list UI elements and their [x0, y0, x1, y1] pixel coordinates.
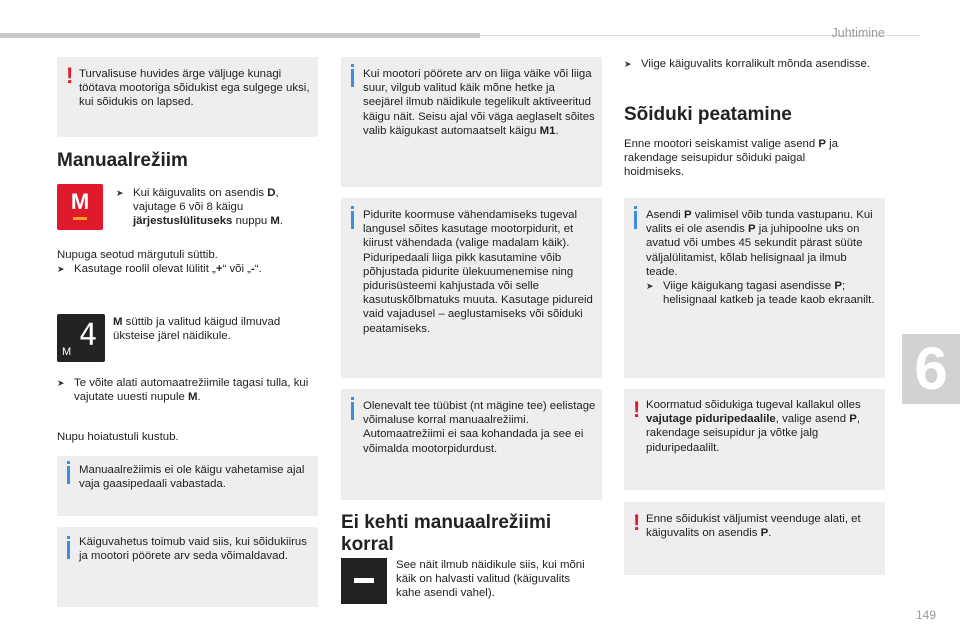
chapter-title: Juhtimine [831, 26, 885, 40]
info-icon [351, 211, 354, 229]
section-title-manual: Manuaalrežiim [57, 150, 188, 171]
warning-box-slope [624, 389, 885, 490]
section-title-not-manual: Ei kehti manuaalrežiimi korral [341, 512, 552, 555]
bullet-return-auto: ➤ Te võite alati automaatrežiimile tagasi tulla, kui vajutate uuesti nupule M. [57, 377, 309, 404]
bullet-return-park: ➤ Viige käigukang tagasi asendisse P; helisignaal katkeb ja teade kaob ekraanilt. [646, 280, 875, 307]
paragraph-led: Nupuga seotud märgutuli süttib. ➤ Kasutage roolil olevat lülitit „+“ või „-“. [57, 248, 317, 276]
info-icon [634, 211, 637, 229]
warning-box-children [57, 57, 318, 137]
chapter-tab-number: 6 [914, 335, 948, 402]
m-button-letter: M [70, 189, 90, 214]
info-box-brakes [341, 198, 602, 378]
warning-icon: ! [633, 397, 641, 422]
info-text: Olenevalt tee tüübist (nt mägine tee) eelistage võimaluse korral manuaalrežiimi. Automaatrežiimi ei saa kohandada ja see ei võimalda mootorpidurdust. [363, 400, 596, 455]
info-box-park [624, 198, 885, 378]
warning-box-exit [624, 502, 885, 575]
warning-text: Koormatud sõidukiga tugeval kallakul olles vajutage piduripedaalile, valige asend P, rakendage seisupidur ja võtke jalg piduripedaalilt. [646, 399, 861, 454]
paragraph-led-off: Nupu hoiatustuli kustub. [57, 431, 179, 443]
arrow-icon: ➤ [116, 188, 124, 198]
info-icon [67, 541, 70, 559]
paragraph-stopping: Enne mootori seiskamist valige asend P ja rakendage seisupidur sõiduki paigal hoidmiseks. [624, 138, 839, 179]
info-text: Manuaalrežiimis ei ole käigu vahetamise ajal vaja gaasipedaali vabastada. [79, 464, 305, 491]
bullet-paddles: ➤ Kasutage roolil olevat lülitit „+“ või „-“. [57, 263, 262, 276]
info-text: Pidurite koormuse vähendamiseks tugeval langusel sõites kasutage mootorpidurit, et kiirust vähendada (valige madalam käik). Piduripedaali liiga pikk kasutamine võib põhjustada pidurite ülekuumenemise ning pidurisüsteemi kahjustada või selle kasutuskõlbmatuks muuta. Kasutage pidureid vaid vajadusel – aeglustamiseks või sõiduki peatamiseks. [363, 209, 593, 335]
display-description: M süttib ja valitud käigud ilmuvad üksteise järel näidikule. [113, 316, 281, 343]
arrow-icon: ➤ [57, 264, 65, 275]
arrow-icon: ➤ [57, 378, 65, 388]
warning-icon: ! [66, 63, 74, 88]
info-box-manual [57, 456, 318, 516]
chapter-tab [902, 334, 960, 404]
arrow-icon: ➤ [624, 59, 632, 69]
warning-icon: ! [633, 510, 641, 535]
m-button-icon [57, 184, 103, 230]
info-box-revs [341, 57, 602, 187]
display-gear-digit: 4 [78, 318, 97, 353]
m-button-led [73, 217, 87, 220]
arrow-icon: ➤ [646, 281, 654, 292]
dash-display-icon [341, 558, 387, 604]
info-icon [351, 69, 354, 87]
info-box-shift [57, 527, 318, 607]
info-box-terrain [341, 389, 602, 500]
dash-bar [354, 578, 374, 583]
bullet-m-activation: ➤ Kui käiguvalits on asendis D, vajutage 6 või 8 käigu järjestuslülituseks nuppu M. [116, 187, 284, 228]
info-icon [351, 402, 354, 420]
section-title-stopping: Sõiduki peatamine [624, 104, 792, 125]
display-mode-letter: M [62, 346, 72, 358]
info-text: Käiguvahetus toimub vaid siis, kui sõidukiirus ja mootori pöörete arv seda võimaldavad. [79, 536, 307, 563]
header-bar [0, 33, 480, 38]
page-number: 149 [915, 608, 936, 622]
dash-description: See näit ilmub näidikule siis, kui mõni käik on halvasti valitud (käiguvalits kahe asendi vahel). [396, 559, 585, 600]
info-text: Kui mootori pöörete arv on liiga väike või liiga suur, vilgub valitud käik mõne hetke ja seejärel ilmub näidikule tegelikult aktiveeritud käigu näit. Seisu ajal või väga aeglaselt sõites valib käigukast automaatselt käigu M1. [363, 68, 595, 137]
info-icon [67, 466, 70, 484]
warning-text: Enne sõidukist väljumist veenduge alati, et käiguvalits on asendis P. [646, 513, 861, 540]
info-text: Asendi P valimisel võib tunda vastupanu. Kui valits ei ole asendis P ja juhipoolne uks on avatud või umbes 45 sekundit pärast süüte väljalülitamist, kõlab helisignaal ja ilmub teade. [646, 209, 873, 278]
warning-text: Turvalisuse huvides ärge väljuge kunagi töötava mootoriga sõidukist ega sulgege uksi, kui sõidukis on lapsed. [79, 68, 310, 109]
bullet-selector-position: ➤ Viige käiguvalits korralikult mõnda asendisse. [624, 58, 870, 70]
gear-display-icon [57, 314, 105, 362]
